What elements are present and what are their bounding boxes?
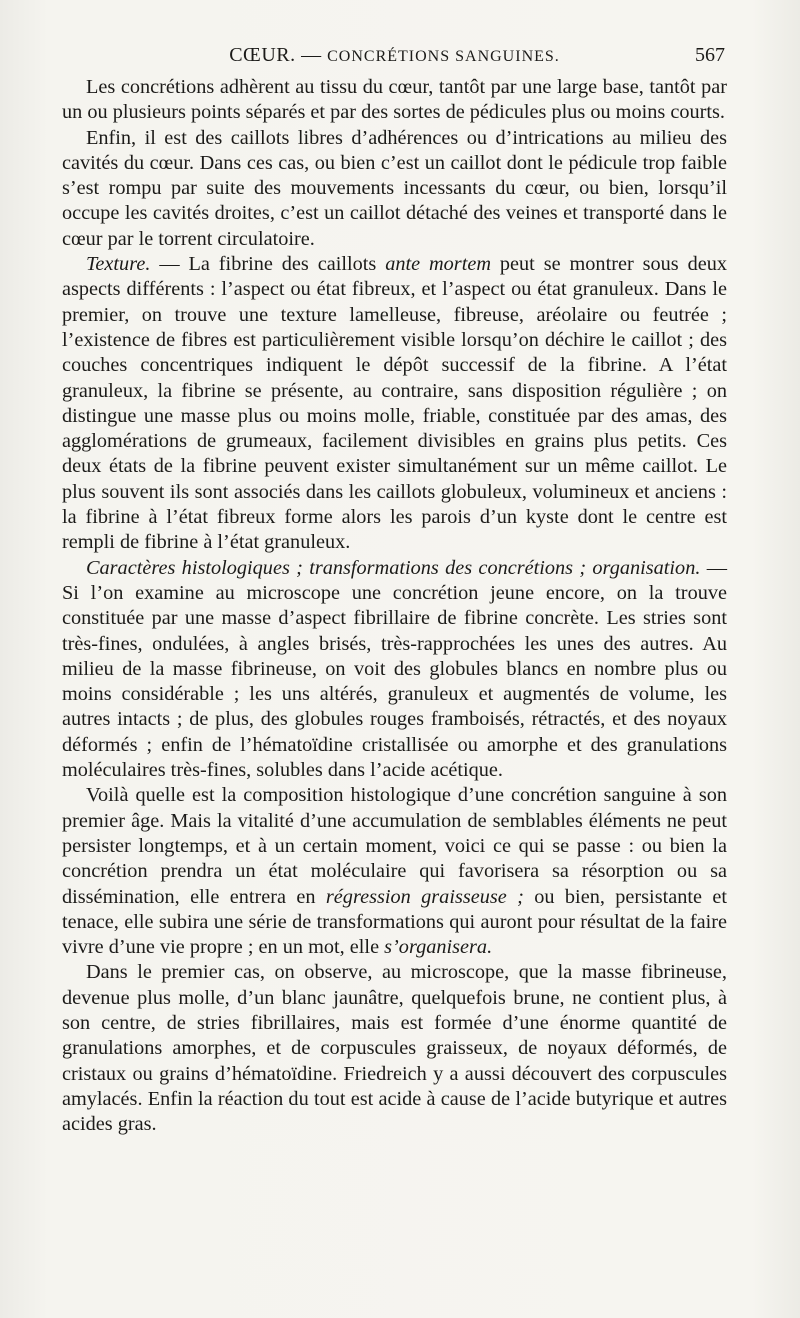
page-body xyxy=(62,75,727,1137)
page-number: 567 xyxy=(695,44,725,66)
chapter-title: CŒUR. xyxy=(229,44,296,66)
section-heading-texture: Texture. xyxy=(86,253,151,276)
paragraph-text: Les concrétions adhèrent au tissu du cœur, tantôt par une large base, tantôt par un ou plusieurs points séparés et par des sortes de pédicules plus ou moins courts. xyxy=(62,76,727,124)
paragraph-text: ou bien, persistante et tenace, elle subira une série de transformations qui auront pour résultat de la faire vivre d’une vie propre ; en un mot, elle xyxy=(62,885,727,959)
paragraph-text: Dans le premier cas, on observe, au microscope, que la masse fibrineuse, devenue plus molle, d’un blanc jaunâtre, quelquefois brune, ne contient plus, à son centre, de stries fibrillaires, mais est formée d’une énorme quantité de granulations amorphes, et de corpuscules graisseux, de noyaux déformés, de cristaux ou grains d’hématoïdine. Friedreich y a aussi découvert des corpuscules amylacés. Enfin la réaction du tout est acide à cause de l’acide butyrique et autres acides gras. xyxy=(62,961,727,1136)
section-heading-histology: Caractères histologiques ; transformations des concrétions ; organisation. xyxy=(86,556,701,579)
italic-term: s’organisera. xyxy=(384,936,493,959)
paragraph-text: peut se montrer sous deux aspects différents : l’aspect ou état fibreux, et l’aspect ou état granuleux. Dans le premier, on trouve une texture lamelleuse, fibreuse, aréolaire ou feutrée ; l’existence de fibres est particulièrement visible lorsqu’on déchire le caillot ; des couches concentriques indiquent le dépôt successif de la fibrine. A l’état granuleux, la fibrine se présente, au contraire, sans disposition régulière ; on distingue une masse plus ou moins molle, friable, constituée par des amas, des agglomérations de grumeaux, facilement divisibles en grains plus petits. Ces deux états de la fibrine peuvent exister simultanément sur un même caillot. Le plus souvent ils sont associés dans les caillots globuleux, volumineux et anciens : la fibrine à l’état fibreux forme alors les parois d’un kyste dont le centre est rempli de fibrine à l’état granuleux. xyxy=(62,253,728,554)
italic-term: régression graisseuse ; xyxy=(325,885,524,908)
paragraph-composition xyxy=(62,783,727,960)
paragraph-text: — Si l’on examine au microscope une concrétion jeune encore, on la trouve constituée par une masse d’aspect fibrillaire de fibrine concrète. Les stries sont très-fines, ondulées, à angles brisés, très-rapprochées les unes des autres. Au milieu de la masse fibrineuse, on voit des globules blancs en nombre plus ou moins considérable ; les uns altérés, granuleux et augmentés de volume, les autres intacts ; de plus, des globules rouges framboisés, rétractés, et des noyaux déformés ; enfin de l’hématoïdine cristallisée ou amorphe et des granulations moléculaires très-fines, solubles dans l’acide acétique. xyxy=(62,556,727,782)
paragraph-text: Voilà quelle est la composition histologique d’une concrétion sanguine à son premier âge. Mais la vitalité d’une accumulation de semblables éléments ne peut persister longtemps, et à un certain moment, voici ce qui se passe : ou bien la concrétion prendra un état moléculaire qui favorisera sa résorption ou sa dissémination, elle entrera en xyxy=(62,784,727,908)
paragraph-histology xyxy=(62,556,727,784)
section-title: CONCRÉTIONS SANGUINES. xyxy=(327,48,560,65)
running-title xyxy=(62,44,727,67)
paragraph-texture xyxy=(62,252,727,556)
paragraph-text: — La fibrine des caillots xyxy=(150,253,386,276)
paragraph-free-clots xyxy=(62,126,727,252)
italic-term: ante mortem xyxy=(385,253,491,276)
paragraph-adhesion xyxy=(62,75,727,126)
title-dash: — xyxy=(301,44,322,66)
paragraph-first-case xyxy=(62,960,727,1137)
running-header xyxy=(62,44,727,74)
paragraph-text: Enfin, il est des caillots libres d’adhérences ou d’intrications au milieu des cavités du cœur. Dans ces cas, ou bien c’est un caillot dont le pédicule trop faible s’est rompu par suite des mouvements incessants du cœur, ou bien, lorsqu’il occupe les cavités droites, c’est un caillot détaché des veines et transporté dans le cœur par le torrent circulatoire. xyxy=(62,126,727,250)
